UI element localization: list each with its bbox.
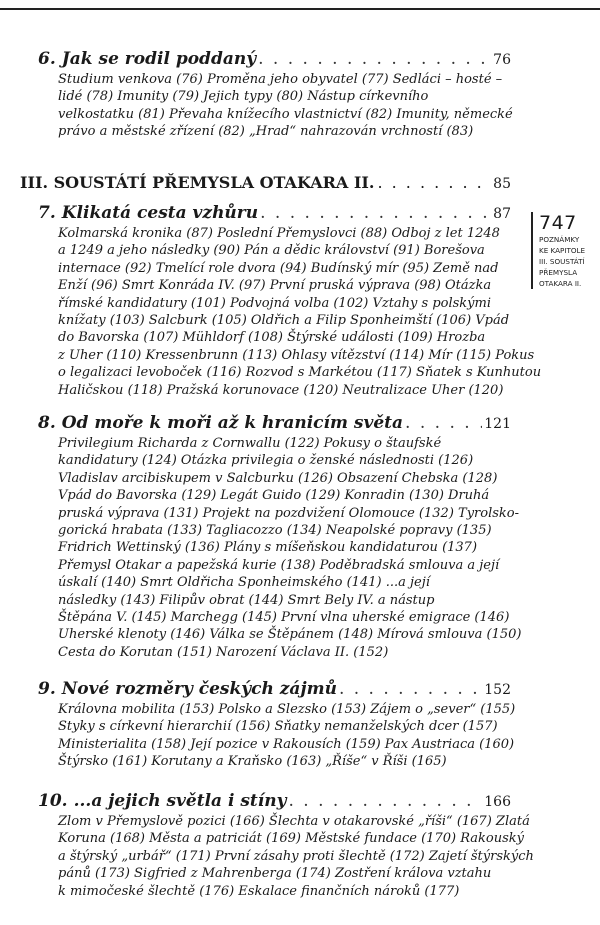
page-number: 76 bbox=[493, 52, 511, 68]
subtopic-line: Vpád do Bavorska (129) Legát Guido (129) Konradin (130) Druhá bbox=[58, 488, 490, 504]
subtopics bbox=[58, 225, 542, 399]
chapter-title: Jak se rodil poddaný bbox=[61, 49, 257, 69]
subtopic-line: úskalí (140) Smrt Oldřicha Sponheimského (141) ...a její bbox=[58, 575, 430, 591]
subtopics bbox=[58, 71, 513, 141]
chapter-heading bbox=[38, 48, 511, 71]
subtopic-line: gorická hrabata (133) Tagliacozzo (134) Neapolské popravy (135) bbox=[58, 523, 492, 539]
subtopic-line: Štýrsko (161) Korutany a Kraňsko (163) „Říše“ v Říši (165) bbox=[58, 754, 447, 770]
subtopic-line: z Uher (110) Kressenbrunn (113) Ohlasy vítězství (114) Mír (115) Pokus bbox=[58, 347, 535, 363]
subtopic-line: pruská výprava (131) Projekt na pozdvižení Olomouce (132) Tyrolsko- bbox=[58, 505, 520, 521]
chapter-number: 9. bbox=[38, 679, 56, 699]
subtopics bbox=[58, 813, 534, 900]
dot-leader bbox=[405, 412, 482, 434]
part-title: III. SOUSTÁTÍ PŘEMYSLA OTAKARA II. bbox=[20, 173, 375, 192]
subtopic-line: Koruna (168) Města a patriciát (169) Městské fundace (170) Rakouský bbox=[58, 831, 524, 847]
chapter-number: 7. bbox=[38, 203, 56, 223]
subtopic-line: Styky s církevní hierarchií (156) Sňatky nemanželských dcer (157) bbox=[58, 719, 498, 735]
top-rule bbox=[0, 8, 600, 10]
subtopic-line: kandidatury (124) Otázka privilegia o ženské následnosti (126) bbox=[58, 453, 474, 469]
chapter-title: Nové rozměry českých zájmů bbox=[61, 679, 337, 699]
subtopic-line: Vladislav arcibiskupem v Salcburku (126) Obsazení Chebska (128) bbox=[58, 470, 498, 486]
subtopic-line: Privilegium Richarda z Cornwallu (122) Pokusy o štaufské bbox=[58, 436, 442, 451]
page-number: 85 bbox=[493, 176, 511, 192]
sidebar-note-line: POZNÁMKY bbox=[539, 235, 580, 244]
subtopic-line: Královna mobilita (153) Polsko a Slezsko (153) Zájem o „sever“ (155) bbox=[58, 702, 516, 717]
subtopic-line: následky (143) Filipův obrat (144) Smrt Bely IV. a nástup bbox=[58, 592, 435, 608]
subtopic-line: pánů (173) Sigfried z Mahrenberga (174) Zostření králova vztahu bbox=[58, 866, 492, 882]
subtopic-line: velkostatku (81) Převaha knížecího vlastnictví (82) Imunity, německé bbox=[58, 106, 513, 122]
subtopic-line: římské kandidatury (101) Podvojná volba (102) Vztahy s polskými bbox=[58, 295, 491, 311]
chapter-title: ...a jejich světla i stíny bbox=[73, 791, 287, 811]
toc-entry-chapter-10 bbox=[38, 790, 534, 900]
subtopic-line: Cesta do Korutan (151) Narození Václava II. (152) bbox=[58, 644, 389, 660]
chapter-number: 6. bbox=[38, 49, 56, 69]
toc-entry-chapter-7 bbox=[38, 202, 542, 399]
subtopics bbox=[58, 435, 522, 661]
subtopic-line: Enží (96) Smrt Konráda IV. (97) První pruská výprava (98) Otázka bbox=[58, 278, 492, 294]
toc-entry-chapter-6 bbox=[38, 48, 511, 141]
subtopic-line: Haličskou (118) Pražská korunovace (120) Neutralizace Uher (120) bbox=[58, 382, 504, 398]
sidebar-note bbox=[531, 212, 600, 289]
subtopic-line: a 1249 a jeho následky (90) Pán a dědic království (91) Borešova bbox=[58, 243, 485, 259]
page-number: 152 bbox=[484, 682, 511, 698]
chapter-title: Od moře k moři až k hranicím světa bbox=[61, 413, 404, 433]
subtopic-line: Štěpána V. (145) Marchegg (145) První vlna uherské emigrace (146) bbox=[58, 610, 510, 626]
subtopic-line: Uherské klenoty (146) Válka se Štěpánem (148) Mírová smlouva (150) bbox=[58, 627, 522, 643]
chapter-heading bbox=[38, 678, 511, 701]
dot-leader bbox=[260, 202, 491, 224]
toc-entry-chapter-8 bbox=[38, 412, 522, 661]
dot-leader bbox=[377, 173, 490, 192]
dot-leader bbox=[288, 790, 482, 812]
dot-leader bbox=[339, 678, 482, 700]
page-number: 166 bbox=[484, 794, 511, 810]
subtopic-line: Přemysl Otakar a papežská kurie (138) Poděbradská smlouva a její bbox=[58, 557, 500, 573]
page-number: 121 bbox=[484, 416, 511, 432]
subtopics bbox=[58, 701, 516, 771]
folio-number: 747 bbox=[539, 212, 577, 234]
chapter-heading bbox=[38, 412, 511, 435]
subtopic-line: lidé (78) Imunity (79) Jejich typy (80) Nástup církevního bbox=[58, 89, 429, 105]
subtopic-line: Zlom v Přemyslově pozici (166) Šlechta v otakarovské „říši“ (167) Zlatá bbox=[58, 814, 530, 829]
sidebar-note-text bbox=[539, 234, 600, 289]
chapter-heading bbox=[38, 790, 511, 813]
subtopic-line: a štýrský „urbář“ (171) První zásahy proti šlechtě (172) Zajetí štýrských bbox=[58, 848, 534, 864]
subtopic-line: o legalizaci levoboček (116) Rozvod s Markétou (117) Sňatek s Kunhutou bbox=[58, 365, 542, 381]
part-heading bbox=[20, 173, 511, 192]
subtopic-line: do Bavorska (107) Mühldorf (108) Štýrské události (109) Hrozba bbox=[58, 330, 486, 346]
sidebar-note-line: III. SOUSTÁTÍ bbox=[539, 257, 585, 266]
subtopic-line: Kolmarská kronika (87) Poslední Přemyslovci (88) Odboj z let 1248 bbox=[58, 226, 500, 241]
subtopic-line: internace (92) Tmelící role dvora (94) Budínský mír (95) Země nad bbox=[58, 260, 499, 276]
subtopic-line: právo a městské zřízení (82) „Hrad“ nahrazován vrchností (83) bbox=[58, 124, 474, 140]
sidebar-note-line: PŘEMYSLA bbox=[539, 268, 578, 277]
subtopic-line: Ministerialita (158) Její pozice v Rakousích (159) Pax Austriaca (160) bbox=[58, 736, 515, 752]
dot-leader bbox=[258, 48, 491, 70]
subtopic-line: k mimočeské šlechtě (176) Eskalace finančních nároků (177) bbox=[58, 883, 460, 899]
subtopic-line: Fridrich Wettinský (136) Plány s míšeňskou kandidaturou (137) bbox=[58, 540, 478, 556]
chapter-number: 10. bbox=[38, 791, 68, 811]
toc-entry-chapter-9 bbox=[38, 678, 516, 771]
sidebar-note-line: OTAKARA II. bbox=[539, 279, 582, 288]
chapter-title: Klikatá cesta vzhůru bbox=[61, 203, 259, 223]
chapter-number: 8. bbox=[38, 413, 56, 433]
sidebar-note-line: KE KAPITOLE bbox=[539, 246, 586, 255]
chapter-heading bbox=[38, 202, 511, 225]
page-number: 87 bbox=[493, 206, 511, 222]
subtopic-line: knížaty (103) Salcburk (105) Oldřich a Filip Sponheimští (106) Vpád bbox=[58, 313, 510, 329]
subtopic-line: Studium venkova (76) Proměna jeho obyvatel (77) Sedláci – hosté – bbox=[58, 72, 503, 87]
